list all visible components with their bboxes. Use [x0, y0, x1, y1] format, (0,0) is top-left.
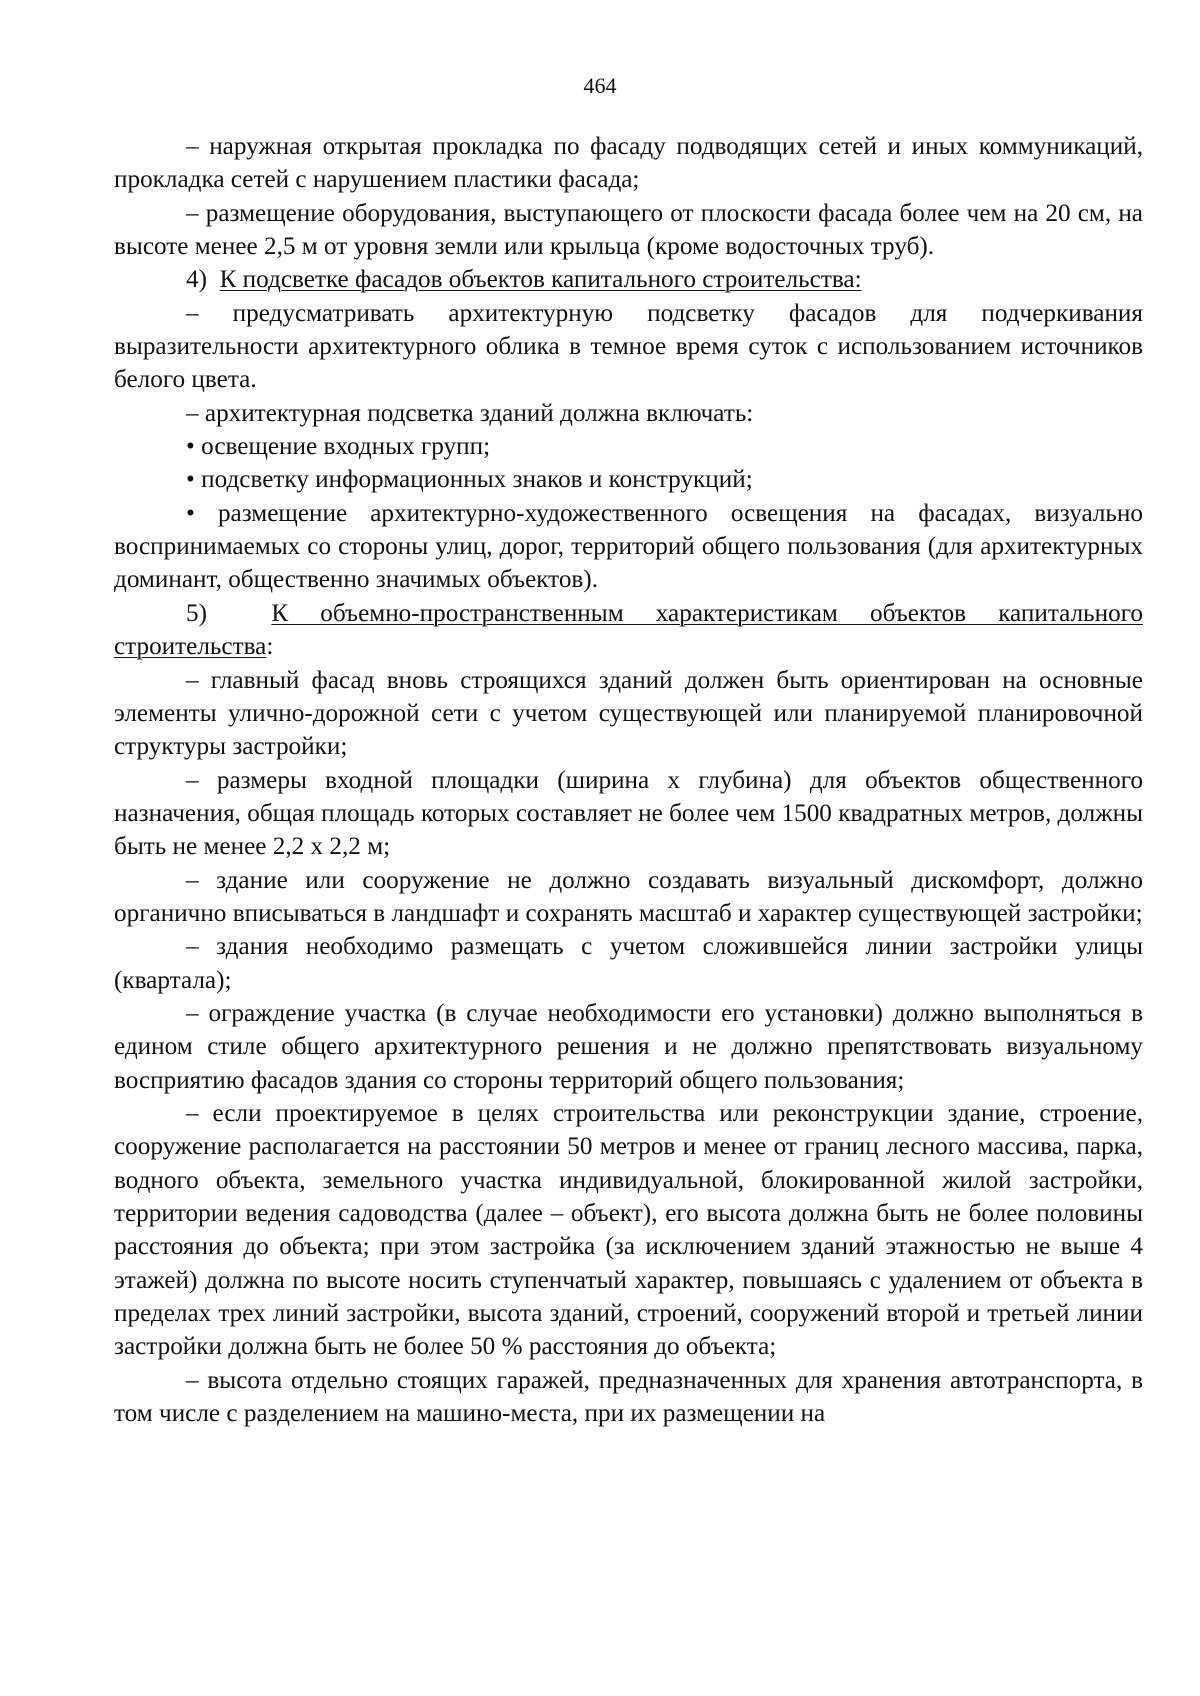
paragraph-fencing: – ограждение участка (в случае необходимости его установки) должно выполняться в едином стиле общего архитектурного решения и не должно препятствовать визуальному восприятию фасадов здания со стороны территорий общего пользования; — [114, 999, 1143, 1094]
paragraph-building-line: – здания необходимо размещать с учетом сложившейся линии застройки улицы (квартала); — [114, 933, 1143, 994]
paragraph-main-facade: – главный фасад вновь строящихся зданий должен быть ориентирован на основные элементы улично-дорожной сети с учетом существующей или планируемой планировочной структуры застройки; — [114, 666, 1143, 761]
paragraph-lighting-includes: – архитектурная подсветка зданий должна включать: — [186, 399, 754, 427]
bullet-item: • освещение входных групп; — [186, 433, 491, 461]
paragraph-entrance-platform: – размеры входной площадки (ширина х глубина) для объектов общественного назначения, общая площадь которых составляет не более чем 1500 квадратных метров, должны быть не менее 2,2 х 2,2 м; — [114, 766, 1143, 861]
paragraph-external-networks: – наружная открытая прокладка по фасаду подводящих сетей и иных коммуникаций, прокладка сетей с нарушением пластики фасада; — [114, 133, 1143, 194]
bullet-item: • подсветку информационных знаков и конструкций; — [186, 466, 753, 494]
section-number: 5) — [186, 599, 207, 627]
section-heading-volumetric — [114, 597, 1143, 664]
bullet-item: • размещение архитектурно-художественного освещения на фасадах, визуально воспринимаемых со стороны улиц, дорог, территорий общего пользования (для архитектурных доминант, общественно значимых объектов). — [114, 499, 1143, 594]
document-body — [114, 130, 1143, 1430]
paragraph-architectural-lighting: – предусматривать архитектурную подсветку фасадов для подчеркивания выразительности архитектурного облика в темное время суток с использованием источников белого цвета. — [114, 299, 1143, 394]
paragraph-visual-comfort: – здание или сооружение не должно создавать визуальный дискомфорт, должно органично вписываться в ландшафт и сохранять масштаб и характер существующей застройки; — [114, 866, 1143, 927]
page-number: 464 — [583, 73, 617, 98]
section-title: К объемно-пространственным характеристикам объектов капитального строительства — [114, 599, 1143, 661]
section-number: 4) — [186, 266, 207, 294]
section-heading-facade-lighting — [114, 263, 1143, 296]
paragraph-garage-height: – высота отдельно стоящих гаражей, предназначенных для хранения автотранспорта, в том числе с разделением на машино-места, при их размещении на — [114, 1366, 1143, 1428]
section-title-colon: : — [266, 633, 274, 661]
paragraph-equipment-placement: – размещение оборудования, выступающего от плоскости фасада более чем на 20 см, на высоте менее 2,5 м от уровня земли или крыльца (кроме водосточных труб). — [114, 199, 1143, 261]
paragraph-building-height: – если проектируемое в целях строительства или реконструкции здание, строение, сооружение располагается на расстоянии 50 метров и менее от границ лесного массива, парка, водного объекта, земельного участка индивидуальной, блокированной жилой застройки, территории ведения садоводства (далее – объект), его высота должна быть не более половины расстояния до объекта; при этом застройка (за исключением зданий этажностью не выше 4 этажей) должна по высоте носить ступенчатый характер, повышаясь с удалением от объекта в пределах трех линий застройки, высота зданий, строений, сооружений второй и третьей линии застройки должна быть не более 50 % расстояния до объекта; — [114, 1099, 1143, 1361]
section-title: К подсветке фасадов объектов капитального строительства: — [219, 266, 862, 294]
